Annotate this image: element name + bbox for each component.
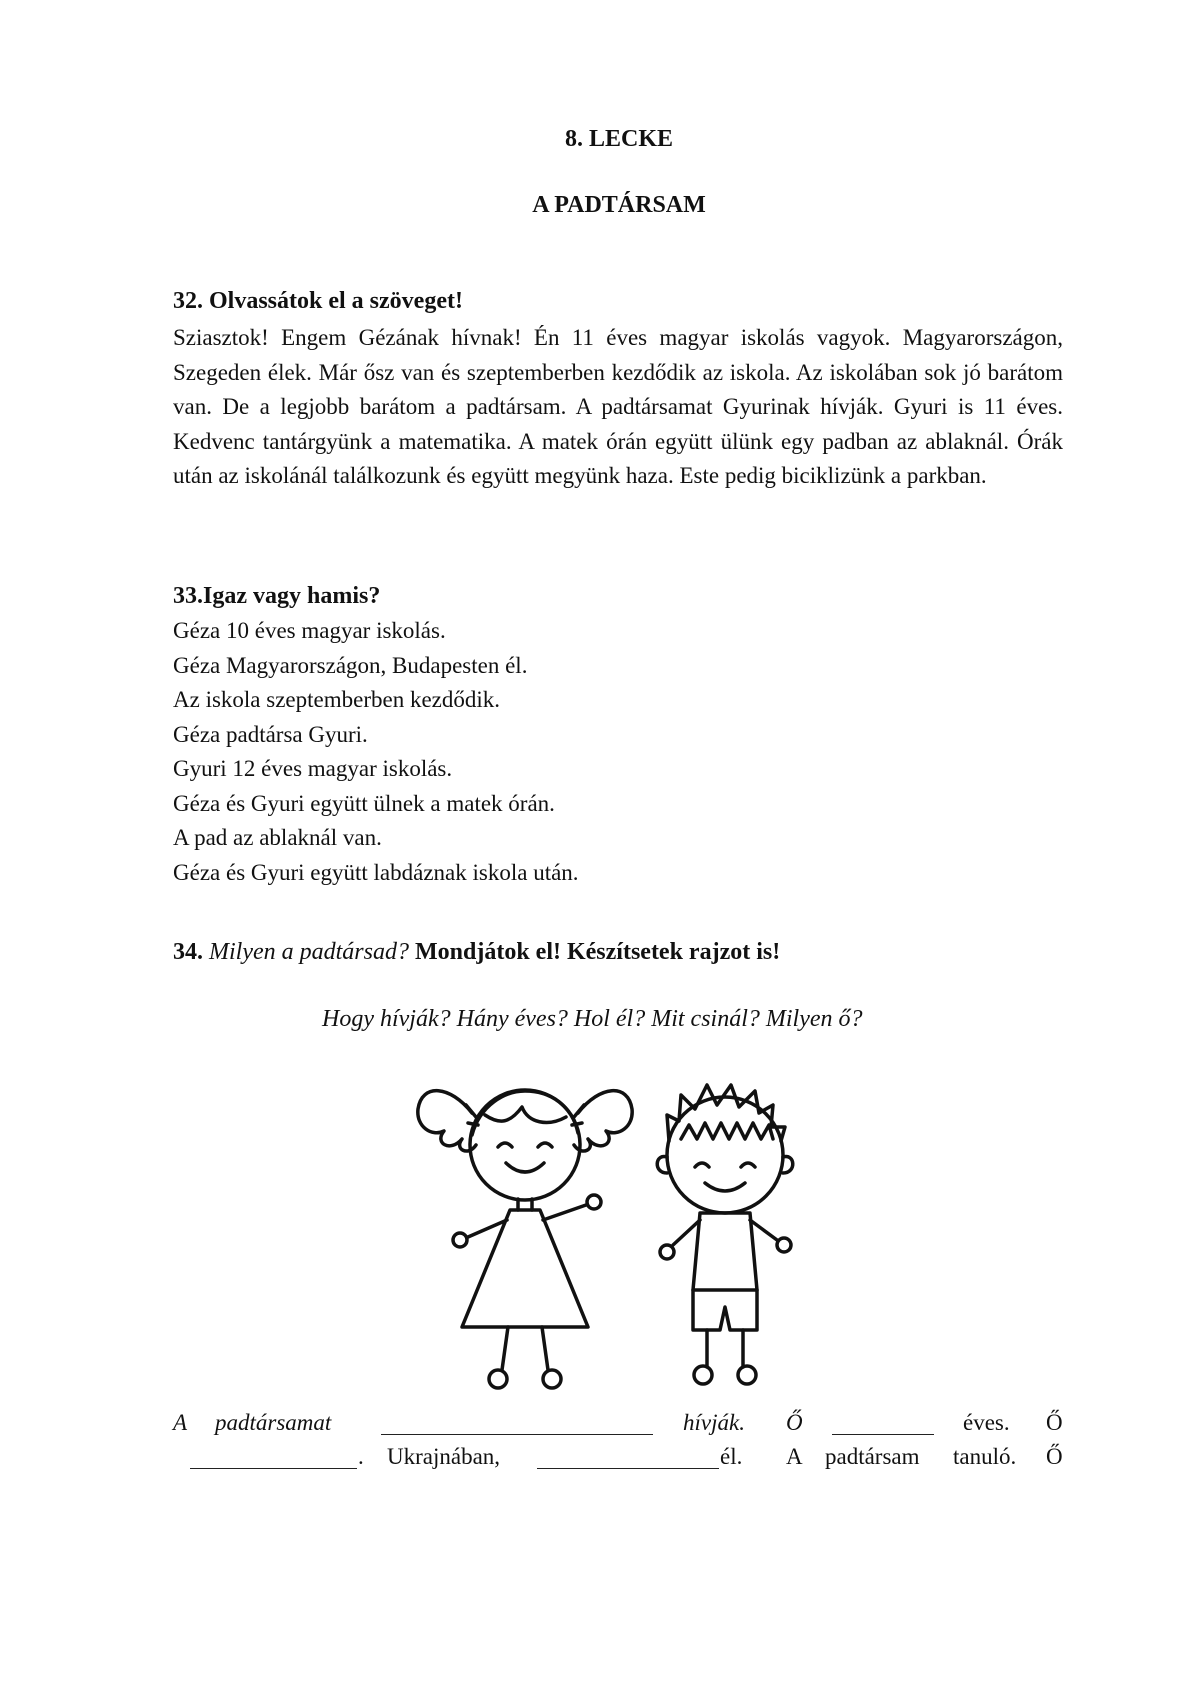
fill-word: Ő [1046,1410,1063,1435]
exercise-32-title: 32. Olvassátok el a szöveget! [173,288,463,314]
exercise-33-title: 33.Igaz vagy hamis? [173,583,381,609]
girl-stick-figure-icon [410,1065,640,1395]
exercise-34-number: 34. [173,939,203,965]
blank-1[interactable] [190,1446,357,1469]
statement-8: Géza és Gyuri együtt labdáznak iskola után. [173,859,579,885]
statement-5: Gyuri 12 éves magyar iskolás. [173,756,453,781]
name-blank[interactable] [381,1412,653,1435]
fill-word: Ő [1046,1444,1063,1469]
lesson-title: A PADTÁRSAM [532,192,706,218]
boy-stick-figure-icon [645,1075,805,1395]
fill-line-2 [0,1440,1190,1476]
fill-word: padtársamat [215,1410,332,1435]
exercise-32-text: Sziasztok! Engem Gézának hívnak! Én 11 éves magyar iskolás vagyok. Magyarországon, Szegeden élek. Már ősz van és szeptemberben kezdődik az iskola. Az iskolában sok jó barátom van. De a legjobb barátom a padtársam. A padtársamat Gyurinak hívják. Gyuri is 11 éves. Kedvenc tantárgyünk a matematika. A matek órán együtt ülünk egy padban az ablaknál. Órák után az iskolánál találkozunk és együtt megyünk haza. Este pedig biciklizünk a parkban. [173,325,1063,488]
exercise-34-question: Milyen a padtársad? [209,939,409,965]
exercise-34-prompts: Hogy hívják? Hány éves? Hol él? Mit csinál? Milyen ő? [322,1006,863,1032]
statement-7: A pad az ablaknál van. [173,825,382,850]
fill-line-1 [0,1406,1190,1442]
exercise-34-instruction: Mondjátok el! Készítsetek rajzot is! [414,939,781,965]
statement-list [173,614,579,890]
exercise-34-title [173,939,780,966]
fill-word: Ukrajnában, [387,1444,501,1469]
fill-word: Ő [786,1410,803,1435]
fill-word: él. [720,1444,743,1469]
fill-word: tanuló. [953,1444,1017,1469]
fill-word: hívják. [683,1410,745,1435]
statement-6: Géza és Gyuri együtt ülnek a matek órán. [173,790,555,816]
fill-word: . [358,1444,364,1469]
city-blank[interactable] [537,1446,719,1469]
fill-word: éves. [963,1410,1010,1435]
lesson-number: 8. LECKE [564,126,674,152]
statement-1: Géza 10 éves magyar iskolás. [173,618,446,643]
statement-3: Az iskola szeptemberben kezdődik. [173,687,500,712]
statement-4: Géza padtársa Gyuri. [173,721,368,747]
fill-word: A [786,1444,803,1469]
age-blank[interactable] [832,1412,934,1435]
statement-2: Géza Magyarországon, Budapesten él. [173,652,528,678]
fill-word: A [173,1410,188,1435]
fill-word: padtársam [825,1444,920,1469]
